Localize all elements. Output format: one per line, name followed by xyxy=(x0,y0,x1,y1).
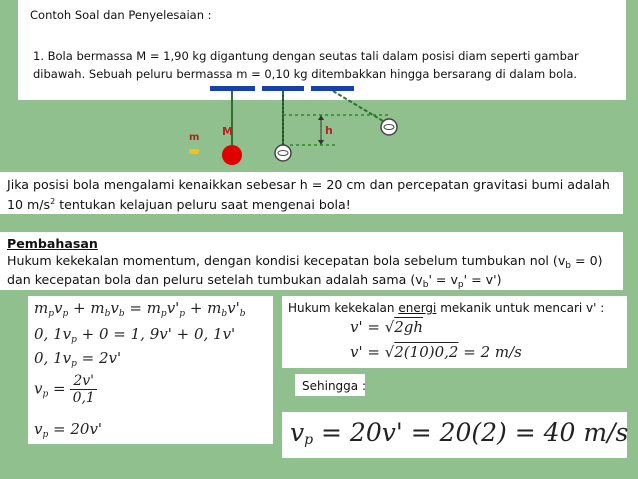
momentum-eq-4: $v_p$ = $\frac{2v'}{0,1}$ xyxy=(34,373,97,406)
label-M: M xyxy=(222,125,233,138)
ceiling-left xyxy=(210,86,255,91)
ball-middle xyxy=(275,145,291,161)
momentum-eq-5: $v_p = 20v'$ xyxy=(34,420,103,440)
red-ball xyxy=(222,145,242,165)
ceiling-middle xyxy=(262,86,304,91)
momentum-eq-1: $m_pv_p + m_bv_b = m_pv'_p + m_bv'_b$ xyxy=(34,299,246,319)
momentum-eq-3: 0, $1v_p = 2v'$ xyxy=(34,349,122,369)
question-line-2: 10 $m/s^2$ tentukan kelajuan peluru saat mengenai bola! xyxy=(7,197,351,212)
question-line-1: Jika posisi bola mengalami kenaikkan sebesar h = 20 cm dan percepatan gravitasi bumi adalah xyxy=(7,177,610,192)
solution-line-1: Hukum kekekalan momentum, dengan kondisi kecepatan bola sebelum tumbukan nol $(v_b = 0)$ xyxy=(7,253,603,271)
solution-heading: Pembahasan xyxy=(7,236,98,251)
ball-right xyxy=(381,119,397,135)
sehingga-label: Sehingga : xyxy=(302,379,366,393)
label-m: m xyxy=(189,132,200,143)
energy-eq-2: v' = √2(10)0,2 = 2 m/s xyxy=(350,343,522,361)
momentum-eq-2: 0, $1v_p + 0 = 1$, 9v' + 0, 1v' xyxy=(34,325,236,345)
final-answer: $v_p = 20v' = 20(2) = 40$ m/s xyxy=(290,418,629,448)
problem-text-line-1: 1. Bola bermassa M = 1,90 kg digantung dengan seutas tali dalam posisi diam seperti gambar xyxy=(33,49,579,63)
energy-link[interactable]: energi xyxy=(398,301,437,315)
solution-line-2: dan kecepatan bola dan peluru setelah tumbukan adalah sama $(v_b' = v_p' = v')$ xyxy=(7,272,502,290)
label-h: h xyxy=(325,124,333,137)
energy-eq-1: v' = √2gh xyxy=(350,318,424,336)
problem-text-line-2: dibawah. Sebuah peluru bermassa m = 0,10 kg ditembakkan hingga bersarang di dalam bola. xyxy=(33,67,578,81)
pendulum-diagram xyxy=(0,0,638,180)
string-right xyxy=(333,91,388,124)
ceiling-right xyxy=(311,86,354,91)
energy-heading: Hukum kekekalan energi mekanik untuk mencari v' : xyxy=(288,301,605,315)
page-title: Contoh Soal dan Penyelesaian : xyxy=(30,8,212,22)
bullet-icon xyxy=(189,149,199,154)
